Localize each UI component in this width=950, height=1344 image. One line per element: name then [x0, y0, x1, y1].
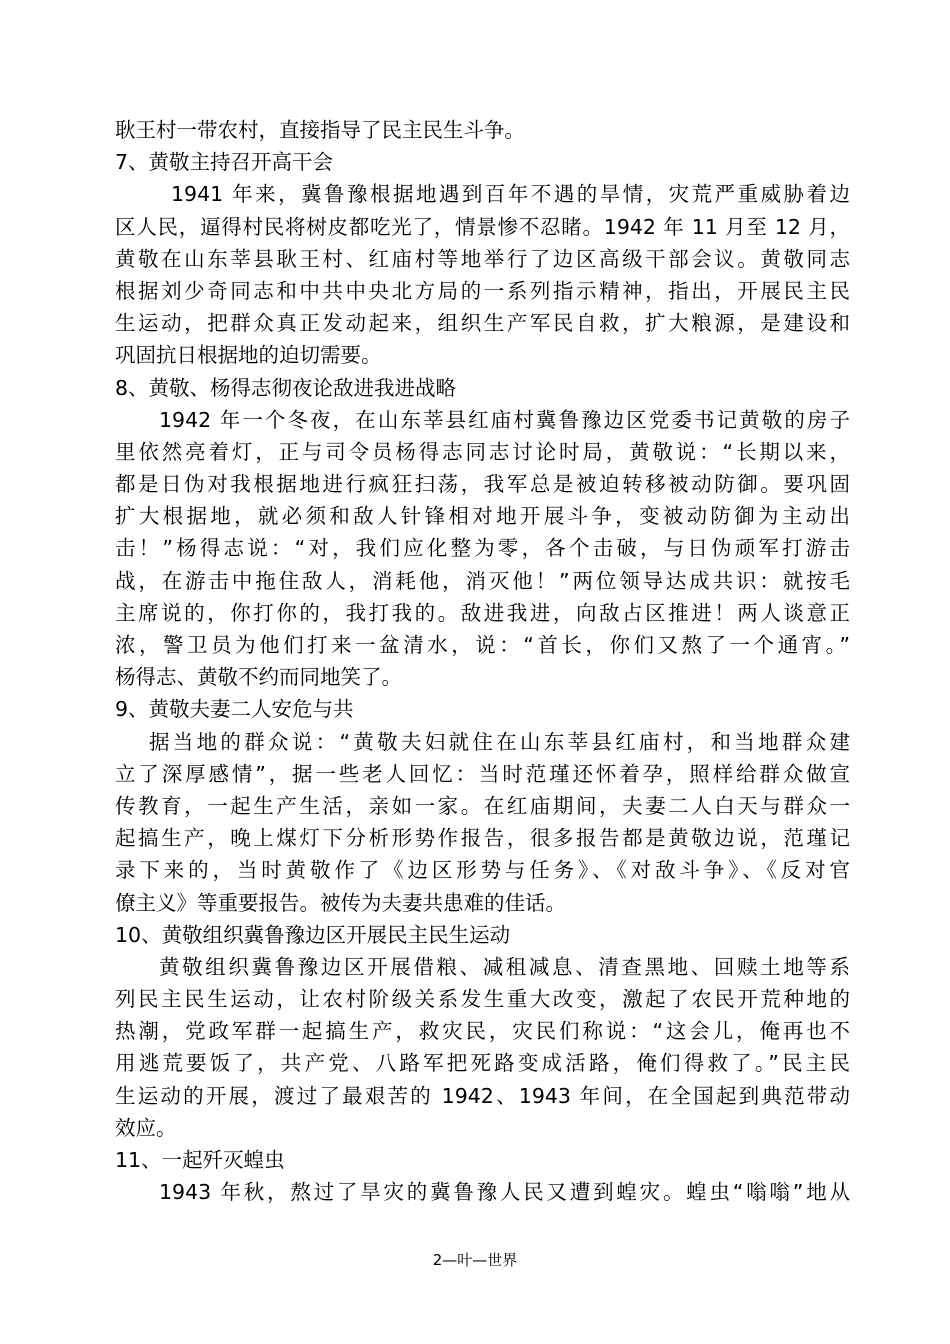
text-line: 立了深厚感情”，据一些老人回忆：当时范瑾还怀着孕，照样给群众做宣: [115, 761, 850, 786]
text-line: 据当地的群众说：“黄敬夫妇就住在山东莘县红庙村，和当地群众建: [149, 729, 850, 754]
document-body: [115, 114, 850, 1208]
text-line: 里依然亮着灯，正与司令员杨得志同志讨论时局，黄敬说：“长期以来，: [115, 439, 850, 464]
page-footer: 2—叶—世界: [432, 1251, 518, 1269]
text-line: 巩固抗日根据地的迫切需要。: [115, 343, 382, 368]
text-line: 生运动的开展，渡过了最艰苦的 1942、1943 年间，在全国起到典范带动: [115, 1083, 850, 1108]
text-line: 10、黄敬组织冀鲁豫边区开展民主民生运动: [115, 922, 511, 947]
text-line: 黄敬在山东莘县耿王村、红庙村等地举行了边区高级干部会议。黄敬同志: [115, 246, 850, 271]
text-line: 击！”杨得志说：“对，我们应化整为零，各个击破，与日伪顽军打游击: [115, 536, 850, 561]
text-line: 1943 年秋，熬过了旱灾的冀鲁豫人民又遭到蝗灾。蝗虫“嗡嗡”地从: [159, 1180, 850, 1205]
text-line: 8、黄敬、杨得志彻夜论敌进我进战略: [115, 375, 457, 400]
text-line: 录下来的，当时黄敬作了《边区形势与任务》、《对敌斗争》、《反对官: [115, 858, 850, 883]
text-line: 用逃荒要饭了，共产党、八路军把死路变成活路，俺们得救了。”民主民: [115, 1051, 850, 1076]
text-line: 扩大根据地，就必须和敌人针锋相对地开展斗争，变被动防御为主动出: [115, 504, 850, 529]
text-line: 起搞生产，晚上煤灯下分析形势作报告，很多报告都是黄敬边说，范瑾记: [115, 826, 850, 851]
text-line: 1941 年来，冀鲁豫根据地遇到百年不遇的旱情，灾荒严重威胁着边: [171, 182, 850, 207]
text-line: 僚主义》等重要报告。被传为夫妻共患难的佳话。: [115, 890, 566, 915]
text-line: 浓，警卫员为他们打来一盆清水，说：“首长，你们又熬了一个通宵。”: [115, 633, 850, 657]
text-line: 黄敬组织冀鲁豫边区开展借粮、减租减息、清查黑地、回赎土地等系: [159, 954, 850, 979]
text-line: 根据刘少奇同志和中共中央北方局的一系列指示精神，指出，开展民主民: [115, 278, 850, 303]
text-line: 列民主民生运动，让农村阶级关系发生重大改变，激起了农民开荒种地的: [115, 987, 850, 1012]
text-line: 11、一起歼灭蝗虫: [115, 1148, 285, 1172]
text-line: 传教育，一起生产生活，亲如一家。在红庙期间，夫妻二人白天与群众一: [115, 793, 850, 818]
text-line: 生运动，把群众真正发动起来，组织生产军民自救，扩大粮源，是建设和: [115, 311, 850, 336]
text-line: 1942 年一个冬夜，在山东莘县红庙村冀鲁豫边区党委书记黄敬的房子: [159, 407, 850, 432]
text-line: 耿王村一带农村，直接指导了民主民生斗争。: [115, 118, 525, 142]
text-line: 区人民，逼得村民将树皮都吃光了，情景惨不忍睹。1942 年 11 月至 12 月，: [115, 214, 850, 239]
text-line: 热潮，党政军群一起搞生产，救灾民，灾民们称说：“这会儿，俺再也不: [115, 1019, 850, 1044]
text-line: 9、黄敬夫妻二人安危与共: [115, 697, 354, 722]
text-line: 战，在游击中拖住敌人，消耗他，消灭他！”两位领导达成共识：就按毛: [115, 568, 850, 593]
text-line: 7、黄敬主持召开高干会: [115, 150, 334, 175]
text-line: 都是日伪对我根据地进行疯狂扫荡，我军总是被迫转移被动防御。要巩固: [115, 472, 850, 497]
text-line: 效应。: [115, 1115, 177, 1140]
text-line: 主席说的，你打你的，我打我的。敌进我进，向敌占区推进！两人谈意正: [115, 600, 850, 625]
text-line: 杨得志、黄敬不约而同地笑了。: [115, 665, 402, 690]
